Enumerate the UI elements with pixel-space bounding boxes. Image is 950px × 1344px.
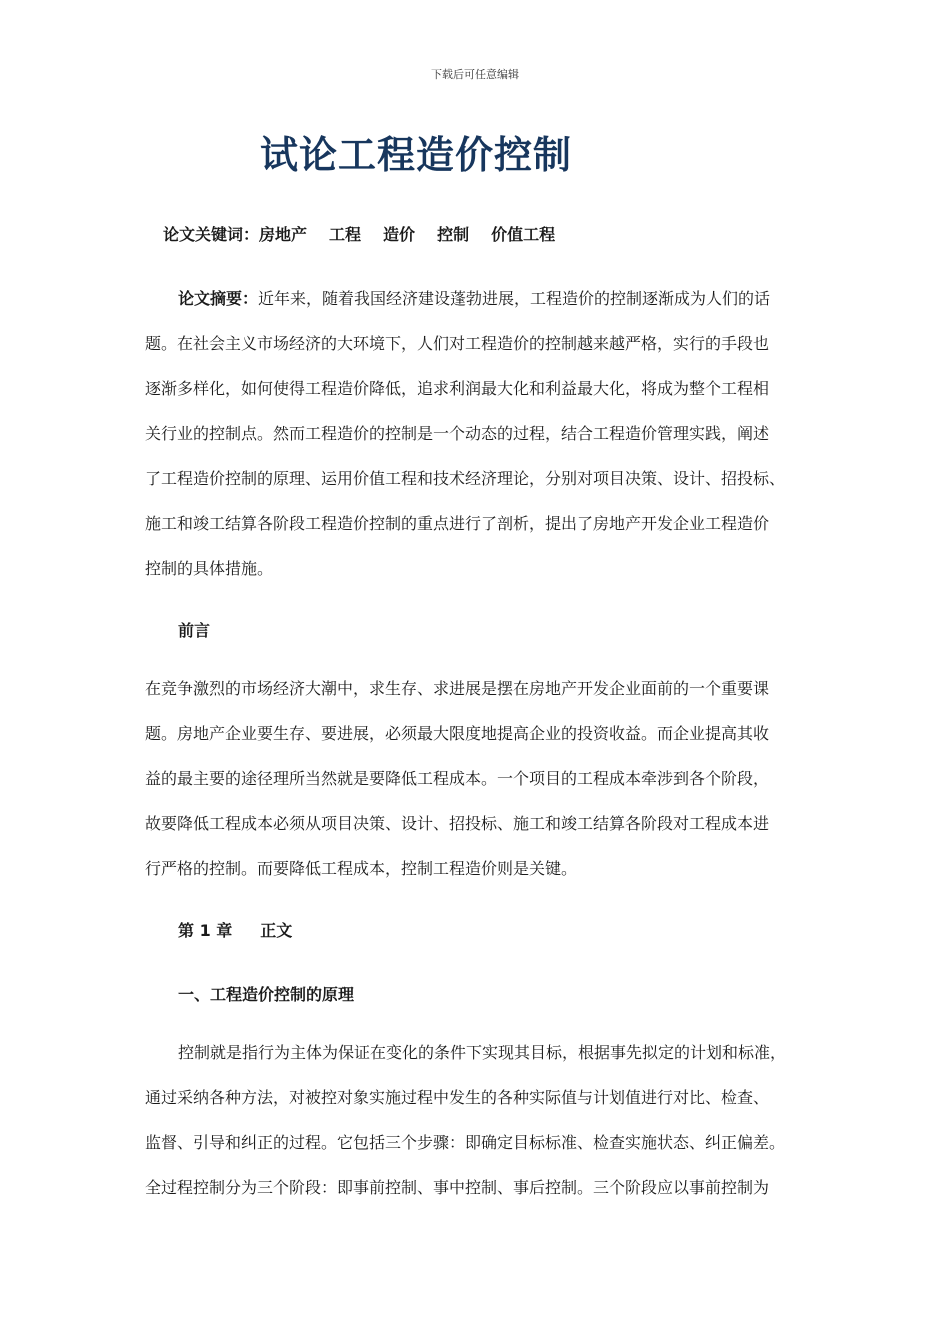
keyword-item: 价值工程 [491,225,556,244]
keyword-item: 工程 [329,225,362,244]
keywords-line [163,222,577,245]
abstract-line [145,276,815,321]
abstract-paragraph [145,276,815,591]
preface-line: 故要降低工程成本必须从项目决策、设计、招投标、施工和竣工结算各阶段对工程成本进 [145,814,770,833]
document-title: 试论工程造价控制 [260,133,573,177]
abstract-line: 了工程造价控制的原理、运用价值工程和技术经济理论，分别对项目决策、设计、招投标、 [145,469,786,488]
abstract-line: 施工和竣工结算各阶段工程造价控制的重点进行了剖析，提出了房地产开发企业工程造价 [145,514,770,533]
preface-paragraph [145,666,815,891]
section-line: 通过采纳各种方法，对被控对象实施过程中发生的各种实际值与计划值进行对比、检查、 [145,1088,770,1107]
section-line: 监督、引导和纠正的过程。它包括三个步骤：即确定目标标准、检查实施状态、纠正偏差。 [145,1133,786,1152]
abstract-line: 控制的具体措施。 [145,559,274,578]
preface-line: 益的最主要的途径理所当然就是要降低工程成本。一个项目的工程成本牵涉到各个阶段， [145,769,770,788]
section-line: 控制就是指行为主体为保证在变化的条件下实现其目标，根据事先拟定的计划和标准， [178,1043,787,1062]
preface-heading: 前言 [178,621,211,640]
section-heading: 一、工程造价控制的原理 [178,985,355,1004]
section-paragraph [145,1030,815,1210]
keyword-item: 控制 [437,225,470,244]
abstract-line: 逐渐多样化，如何使得工程造价降低，追求利润最大化和利益最大化，将成为整个工程相 [145,379,770,398]
chapter-title: 正文 [260,921,293,940]
keywords-label: 论文关键词： [163,225,260,244]
preface-line: 题。房地产企业要生存、要进展，必须最大限度地提高企业的投资收益。而企业提高其收 [145,724,770,743]
preface-line: 行严格的控制。而要降低工程成本，控制工程造价则是关键。 [145,859,578,878]
abstract-line: 关行业的控制点。然而工程造价的控制是一个动态的过程，结合工程造价管理实践，阐述 [145,424,770,443]
abstract-label: 论文摘要： [178,289,259,308]
section-line: 全过程控制分为三个阶段：即事前控制、事中控制、事后控制。三个阶段应以事前控制为 [145,1178,770,1197]
keyword-item: 造价 [383,225,416,244]
preface-line: 在竞争激烈的市场经济大潮中，求生存、求进展是摆在房地产开发企业面前的一个重要课 [145,679,770,698]
page-header-note: 下载后可任意编辑 [431,68,519,81]
chapter-number: 第 1 章 [178,921,233,940]
abstract-text: 近年来，随着我国经济建设蓬勃进展，工程造价的控制逐渐成为人们的话 [258,289,771,308]
chapter-heading [178,918,292,941]
abstract-line: 题。在社会主义市场经济的大环境下，人们对工程造价的控制越来越严格，实行的手段也 [145,334,770,353]
keyword-item: 房地产 [259,225,308,244]
